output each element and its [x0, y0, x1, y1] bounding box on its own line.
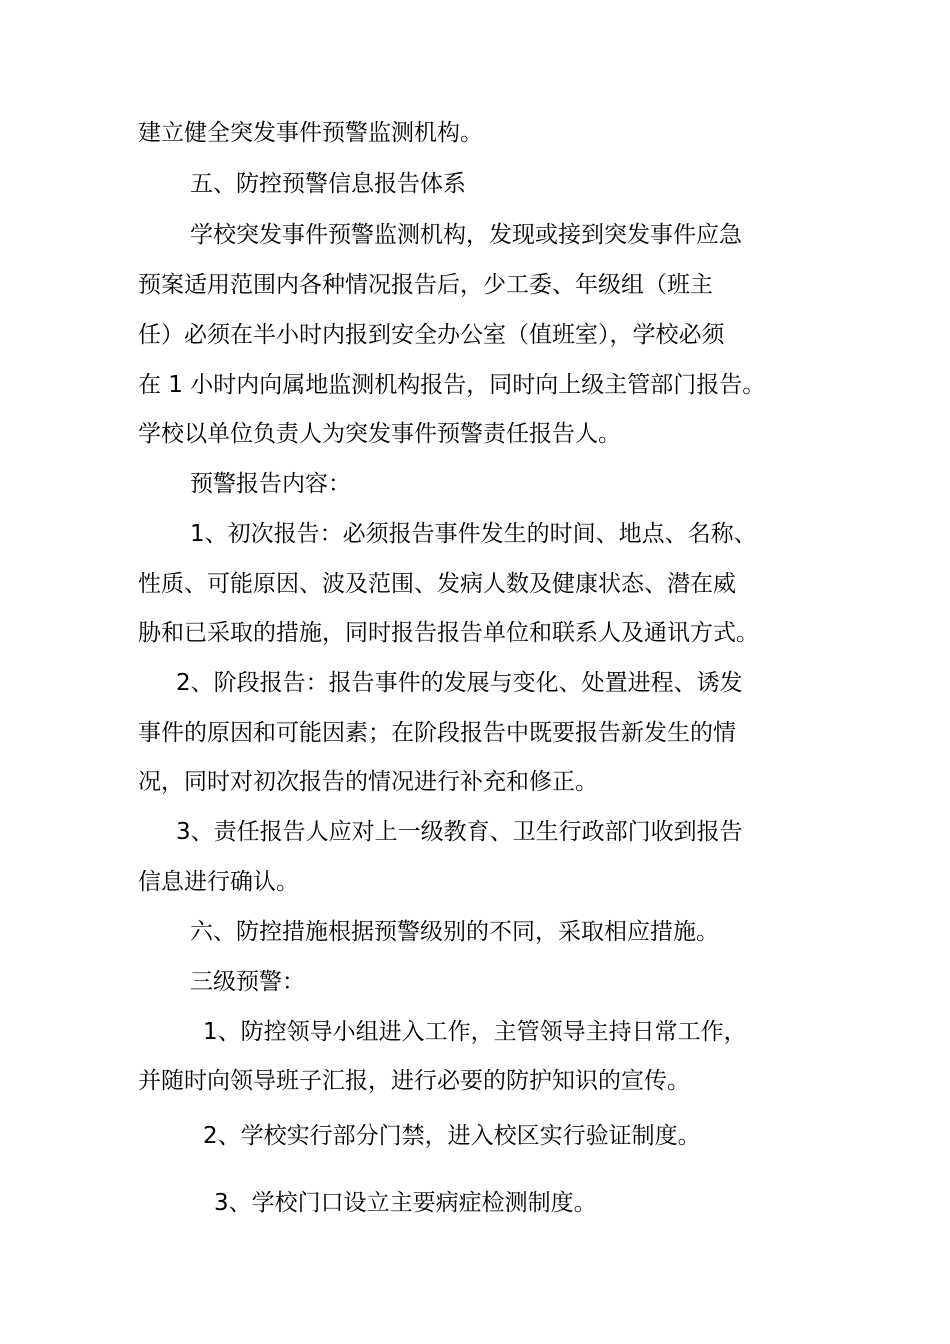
- list-item-1-line-1: 1、初次报告：必须报告事件发生的时间、地点、名称、: [190, 521, 757, 547]
- section-heading-6: 六、防控措施根据预警级别的不同，采取相应措施。: [190, 919, 719, 945]
- list-item-2-line-1: 2、阶段报告：报告事件的发展与变化、处置进程、诱发: [176, 670, 743, 696]
- text-line-7: 学校以单位负责人为突发事件预警责任报告人。: [138, 421, 621, 447]
- list-item-1-line-2: 性质、可能原因、波及范围、发病人数及健康状态、潜在威: [138, 571, 736, 597]
- measure-item-1-line-2: 并随时向领导班子汇报，进行必要的防护知识的宣传。: [138, 1068, 690, 1094]
- list-item-3-line-2: 信息进行确认。: [138, 869, 299, 895]
- subheading-level-3-warning: 三级预警：: [190, 969, 305, 995]
- list-item-2-line-3: 况，同时对初次报告的情况进行补充和修正。: [138, 769, 598, 795]
- measure-item-3: 3、学校门口设立主要病症检测制度。: [214, 1190, 597, 1216]
- text-line-6: 在 1 小时内向属地监测机构报告，同时向上级主管部门报告。: [138, 372, 766, 398]
- subheading-report-content: 预警报告内容：: [190, 471, 351, 497]
- text-line-3: 学校突发事件预警监测机构，发现或接到突发事件应急: [190, 222, 742, 248]
- list-item-2-line-2: 事件的原因和可能因素；在阶段报告中既要报告新发生的情: [138, 720, 736, 746]
- measure-item-1-line-1: 1、防控领导小组进入工作，主管领导主持日常工作，: [203, 1019, 747, 1045]
- text-line-5: 任）必须在半小时内报到安全办公室（值班室），学校必须: [138, 322, 725, 348]
- list-item-1-line-3: 胁和已采取的措施，同时报告报告单位和联系人及通讯方式。: [138, 620, 759, 646]
- section-heading-5: 五、防控预警信息报告体系: [190, 171, 466, 197]
- list-item-3-line-1: 3、责任报告人应对上一级教育、卫生行政部门收到报告: [176, 819, 743, 845]
- text-line-1: 建立健全突发事件预警监测机构。: [138, 120, 483, 146]
- measure-item-2: 2、学校实行部分门禁，进入校区实行验证制度。: [203, 1123, 701, 1149]
- text-line-4: 预案适用范围内各种情况报告后，少工委、年级组（班主: [138, 272, 713, 298]
